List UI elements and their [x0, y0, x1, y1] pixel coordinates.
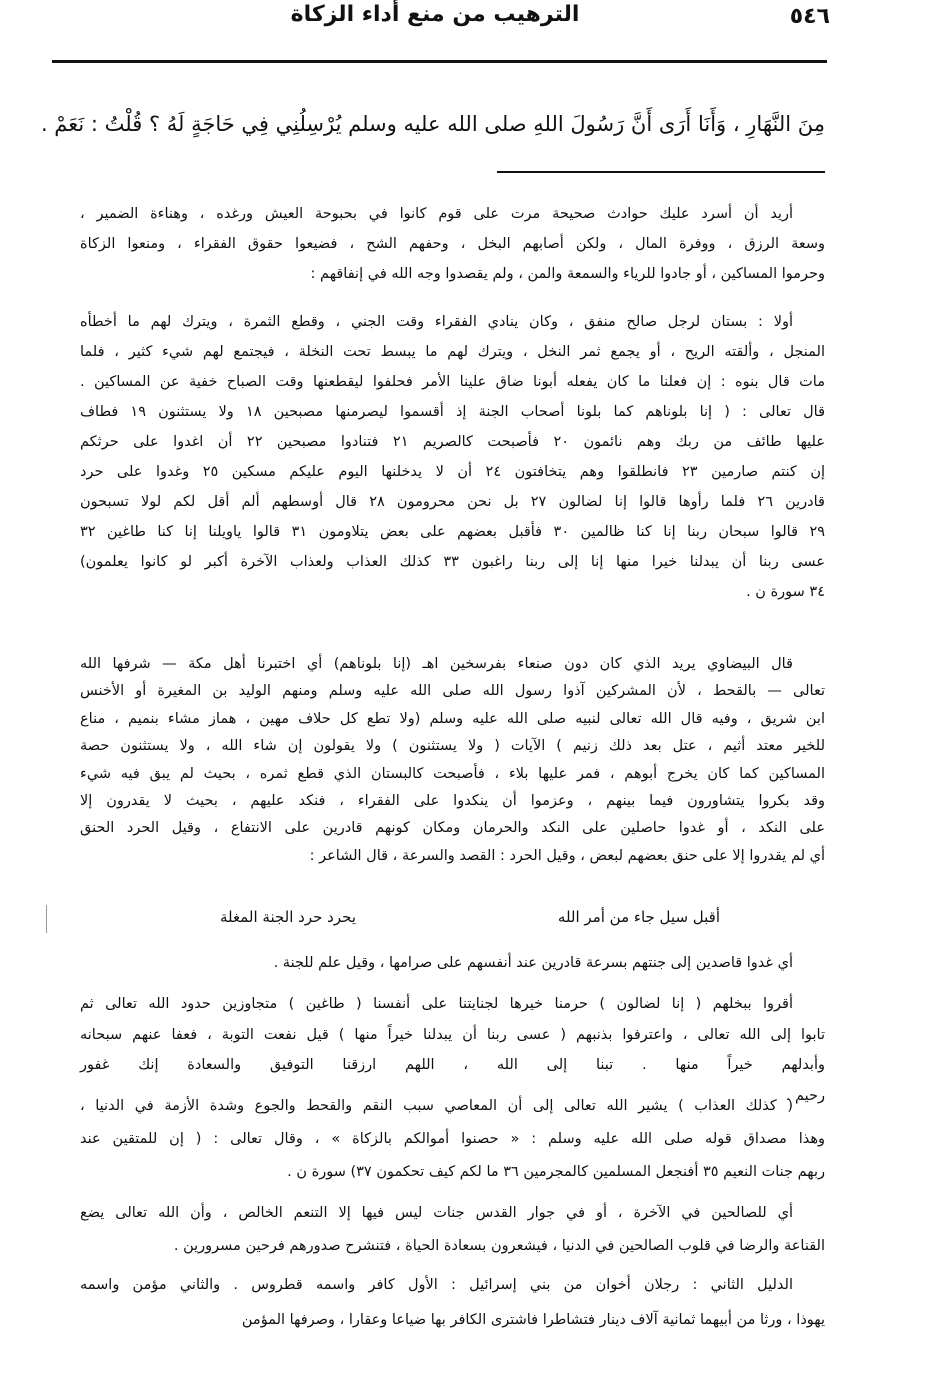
running-title: الترهيب من منع أداء الزكاة	[290, 2, 580, 27]
text-line: أي غدوا قاصدين إلى جنتهم بسرعة قادرين عند أنفسهم على صرامها ، وقيل علم للجنة .	[273, 955, 793, 971]
poem-verse	[220, 908, 720, 926]
paragraph	[80, 1268, 825, 1338]
text-line: الدليل الثاني : رجلان أخوان من بني إسرائيل : الأول كافر واسمه قطروس . والثاني مؤمن واسمه	[80, 1277, 793, 1293]
text-line: عسى ربنا أن يبدلنا خيرا منها إنا إلى ربنا راغبون ٣٣ كذلك العذاب ولعذاب الآخرة أكبر لو كانوا يعلمون)	[80, 554, 825, 570]
paragraph	[80, 651, 825, 870]
paragraph	[80, 1197, 825, 1263]
text-line: ٣٤ سورة ن .	[746, 584, 825, 600]
text-line: قال تعالى : ( إنا بلوناهم كما بلونا أصحاب الجنة إذ أقسموا ليصرمنها مصبحين ١٨ ولا يستثنون ١٩ فطاف	[80, 404, 826, 420]
text-line: وسعة الرزق ، ووفرة المال ، ولكن أصابهم البخل ، وحفهم الشح ، فضيعوا حقوق الفقراء ، ومنعوا الزكاة	[80, 236, 825, 252]
text-line: أقروا ببخلهم ( إنا لضالون ) حرمنا خيرها لجنايتنا على أنفسنا ( طاغين ) متجاوزين حدود الله تعالى ثم	[80, 996, 793, 1012]
margin-mark	[46, 905, 47, 933]
text-line: المنجل ، وألقته الريح ، أو يجمع ثمر النخل ، ويترك لهم ما يبسط تحت النخلة ، فيجتمع لهم شيء كثير ، فلما	[80, 344, 825, 360]
text-line: وقد بكروا يتشاورون فيما بينهم ، وعزموا أن ينكدوا على الفقراء ، فنكد عليهم ، بحيث لا يقدرون إلا	[80, 793, 825, 810]
section-divider	[497, 171, 825, 173]
text-line: إن كنتم صارمين ٢٣ فانطلقوا وهم يتخافتون ٢٤ أن لا يدخلنها اليوم عليكم مسكين ٢٥ وغدوا على حرد	[80, 464, 825, 480]
text-line: وهذا مصداق قوله صلى الله عليه وسلم : « حصنوا أموالكم بالزكاة » ، وقال تعالى : ( إن للمتقين عند	[80, 1131, 825, 1147]
text-line: تابوا إلى الله تعالى ، واعترفوا بذنبهم ( عسى ربنا أن يبدلنا خيراً منها ) قيل نفعت التوبة ، فعفا عنهم سبحانه	[80, 1026, 825, 1043]
text-line: القناعة والرضا في قلوب الصالحين في الدنيا ، فيشعرون بسعادة الحياة ، فتنشرح صدورهم فرحين مسرورين .	[173, 1238, 825, 1254]
text-line: قال البيضاوي يريد الذي كان دون صنعاء بفرسخين اهـ (إنا بلوناهم) أي اختبرنا أهل مكة — شرفها الله	[80, 656, 793, 672]
text-line: المساكين كما كان يخرج أبوهم ، فمر عليها بلاء ، فأصبحت كالبستان الذي قطع ثمره ، بحيث لم يبق فيه شيء	[80, 765, 825, 782]
paragraph	[80, 949, 825, 977]
text-line: أي للصالحين في الآخرة ، أو في جوار القدس جنات ليس فيها إلا التنعم الخالص ، وأن الله تعالى يضع	[80, 1205, 793, 1221]
poem-hemistich-1: أقبل سيل جاء من أمر الله	[557, 908, 720, 926]
hadith-continuation: مِنَ النَّهَارِ ، وَأَنَا أَرَى أَنَّ رَسُولَ اللهِ صلى الله عليه وسلم يُرْسِلُنِي فِي حَاجَةٍ لَهُ ؟ قُلْتُ : نَعَمْ .	[40, 112, 825, 136]
text-line: ابن شريق ، وفيه قال الله تعالى لنبيه صلى الله عليه وسلم (ولا تطع كل حلاف مهين ، هماز مشاء بنميم ، مناع	[80, 710, 825, 727]
text-line: يهوذا ، ورثا من أبيهما ثمانية آلاف دينار فتشاطرا فاشترى الكافر بها ضياعا وعقارا ، وصرفها المؤمن	[241, 1312, 825, 1328]
text-line: عليها طائف من ربك وهم نائمون ٢٠ فأصبحت كالصريم ٢١ فتنادوا مصبحين ٢٢ أن اغدوا على حرثكم	[80, 434, 826, 450]
text-line: رحيم .	[785, 1087, 825, 1104]
text-line: أولا : بستان لرجل صالح منفق ، وكان ينادي الفقراء وقت الجني ، وقطع الثمرة ، ويترك لهم ما أخطأه	[80, 314, 793, 330]
text-line: ربهم جنات النعيم ٣٥ أفنجعل المسلمين كالمجرمين ٣٦ ما لكم كيف تحكمون ٣٧) سورة ن .	[287, 1164, 825, 1180]
paragraph	[80, 1090, 825, 1189]
paragraph	[80, 199, 825, 289]
text-line: قادرين ٢٦ فلما رأوها قالوا إنا لضالون ٢٧ بل نحن محرومون ٢٨ قال أوسطهم ألم أقل لكم لولا تسبحون	[80, 494, 825, 510]
header-rule	[52, 60, 827, 63]
text-line: أي لم يقدروا إلا على حنق بعضهم لبعض ، وقيل الحرد : القصد والسرعة ، قال الشاعر :	[309, 847, 825, 864]
text-line: وحرموا المساكين ، أو جادوا للرياء والسمعة والمن ، ولم يقصدوا وجه الله في إنفاقهم :	[310, 266, 825, 282]
text-line: ( كذلك العذاب ) يشير الله تعالى إلى أن المعاصي سبب النقم والقحط والجوع وشدة الأزمة في الدنيا ،	[80, 1098, 793, 1114]
text-line: ٢٩ قالوا سبحان ربنا إنا كنا ظالمين ٣٠ فأقبل بعضهم على بعض يتلاومون ٣١ قالوا ياويلنا إنا كنا طاغين ٣٢	[80, 524, 826, 540]
poem-hemistich-2: يحرد حرد الجنة المغلة	[220, 908, 356, 926]
text-line: مات قال بنوه : إن فعلنا ما كان يفعله أبونا ضاق علينا الأمر فحلفوا ليقطعنها وقت الصباح خفية عن المساكين .	[80, 374, 825, 390]
text-line: تعالى — بالقحط ، لأن المشركين آذوا رسول الله صلى الله عليه وسلم ومنهم الوليد بن المغيرة أو الأخنس	[80, 683, 825, 700]
text-line: وأبدلهم خيراً منها . تبنا إلى الله ، اللهم ارزقنا التوفيق والسعادة إنك غفور	[80, 1057, 825, 1073]
page-number: ٥٤٦	[789, 4, 830, 29]
text-line: للخير معتد أثيم ، عتل بعد ذلك زنيم ) الآيات ( ولا يستثنون ) ولا يقولون إن شاء الله ، ولا يستثنون حصة	[80, 738, 825, 755]
text-line: على النكد ، أو غدوا حاصلين على النكد والحرمان ومكان كونهم قادرين على الانتفاع ، وقيل الحرد الحنق	[80, 820, 825, 837]
paragraph	[80, 307, 825, 607]
text-line: أريد أن أسرد عليك حوادث صحيحة مرت على قوم كانوا في بحبوحة العيش ورغده ، وهناءة الضمير ،	[80, 206, 793, 222]
